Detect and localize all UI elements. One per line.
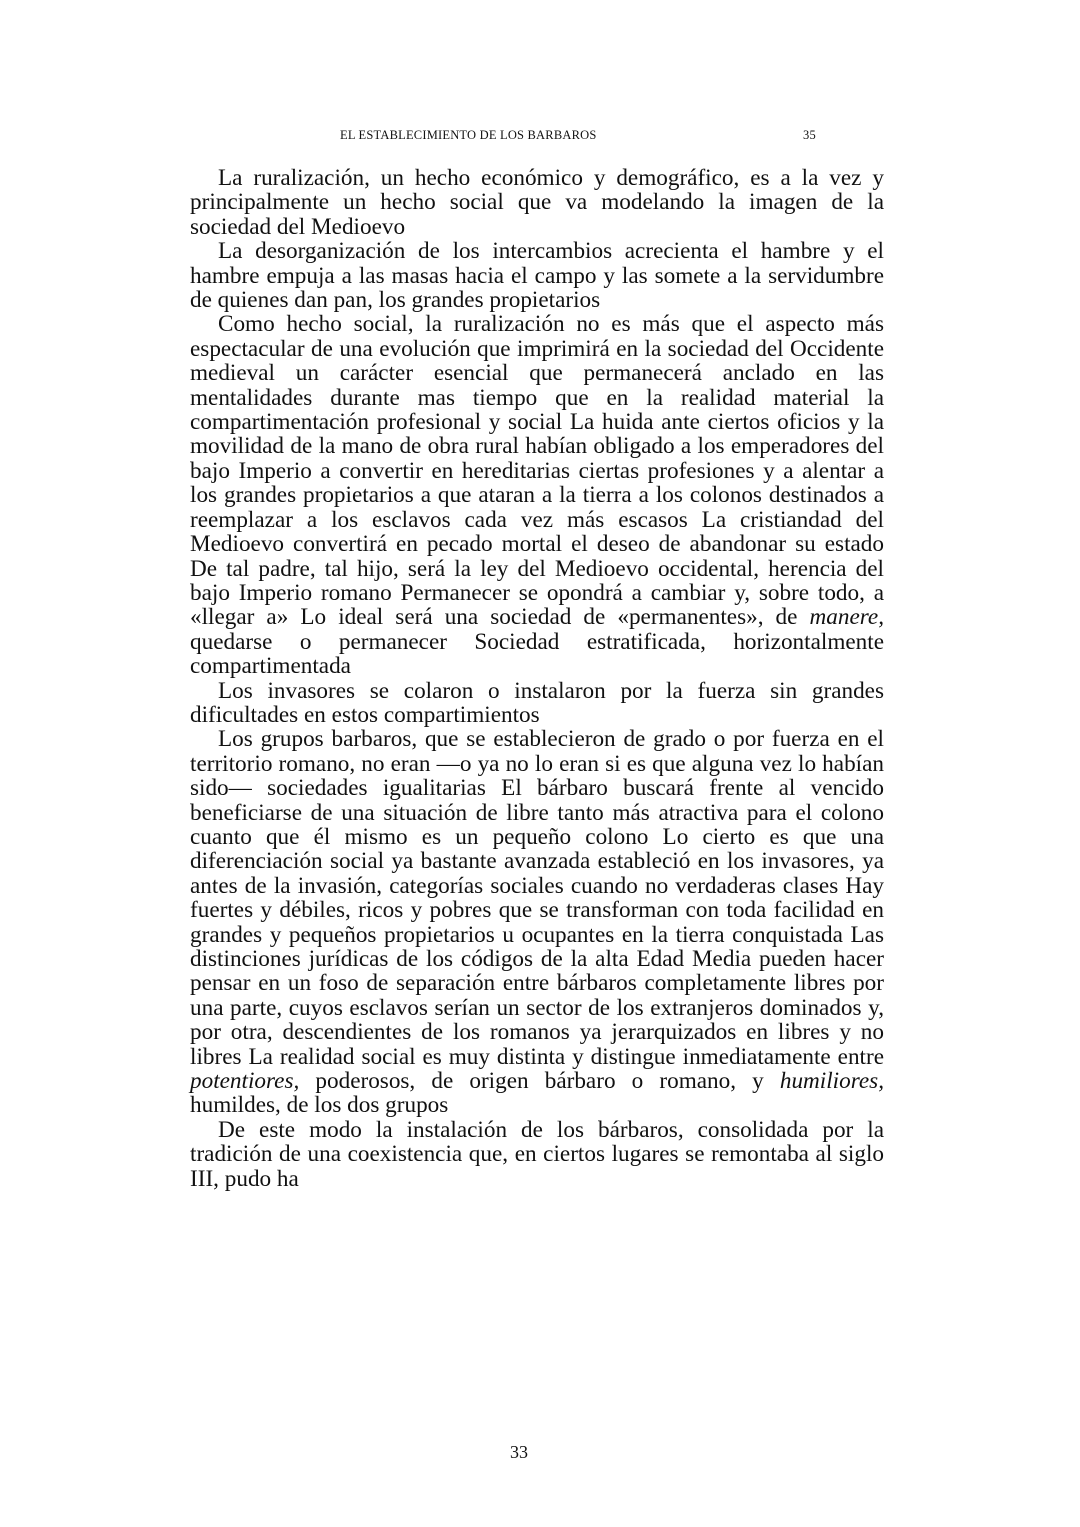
- paragraph-desorganizacion: La desorganización de los intercambios acrecienta el hambre y el hambre empuja a las masas hacia el campo y las somete a la servidumbre de quienes dan pan, los grandes propietarios: [190, 238, 884, 314]
- italic-term-manere: manere,: [809, 604, 884, 631]
- italic-term-humiliores: humiliores,: [779, 1068, 884, 1095]
- footer-page-number: 33: [510, 1442, 528, 1462]
- running-head-title: EL ESTABLECIMIENTO DE LOS BARBAROS: [340, 128, 597, 142]
- paragraph-hecho-social: Como hecho social, la ruralización no es más que el aspecto más espectacular de una evolución que imprimirá en la sociedad del Occidente medieval un carácter esencial que permanecerá anclado en las mentalidades durante mas tiempo que en la realidad material la compartimentación profesional y social La huida ante ciertos oficios y la movilidad de la mano de obra rural habían obligado a los emperadores del bajo Imperio a convertir en hereditarias ciertas profesiones y a alentar a los grandes propietarios a que ataran a la tierra a los colonos destinados a reemplazar a los esclavos cada vez más escasos La cristiandad del Medioevo convertirá en pecado mortal el deseo de abandonar su estado De tal padre, tal hijo, será la ley del Medioevo occidental, herencia del bajo Imperio romano Permanecer se opondrá a cambiar y, sobre todo, a «llegar a» Lo ideal será una sociedad de «permanentes», de manere, quedarse o permanecer Sociedad estratificada, horizontalmente compartimentada: [190, 311, 884, 680]
- body-text: [190, 166, 884, 1191]
- italic-term-potentiores: potentiores,: [190, 1068, 300, 1095]
- paragraph-invasores: Los invasores se colaron o instalaron por la fuerza sin grandes dificultades en estos compartimientos: [190, 677, 884, 728]
- running-head-page-number: 35: [803, 128, 816, 142]
- paragraph-instalacion: De este modo la instalación de los bárbaros, consolidada por la tradición de una coexistencia que, en ciertos lugares se remontaba al siglo III, pudo ha: [190, 1116, 884, 1192]
- paragraph-ruralizacion: La ruralización, un hecho económico y demográfico, es a la vez y principalmente un hecho social que va modelando la imagen de la sociedad del Medioevo: [190, 165, 884, 240]
- paragraph-grupos-barbaros: Los grupos barbaros, que se establecieron de grado o por fuerza en el territorio romano, no eran —o ya no lo eran si es que alguna vez lo habían sido— sociedades igualitarias El bárbaro buscará frente al vencido beneficiarse de una situación de libre tanto más atractiva para el colono cuanto que él mismo es un pequeño colono Lo cierto es que una diferenciación social ya bastante avanzada estableció en los invasores, ya antes de la invasión, categorías sociales cuando no verdaderas clases Hay fuertes y débiles, ricos y pobres que se transforman con toda facilidad en grandes y pequeños propietarios u ocupantes en la tierra conquistada Las distinciones jurídicas de los códigos de la alta Edad Media pueden hacer pensar en un foso de separación entre bárbaros completamente libres por una parte, cuyos esclavos serían un sector de los extranjeros dominados y, por otra, descendientes de los romanos ya jerarquizados en libres y no libres La realidad social es muy distinta y distingue inmediatamente entre potentiores, poderosos, de origen bárbaro o romano, y humiliores, humildes, de los dos grupos: [190, 726, 884, 1119]
